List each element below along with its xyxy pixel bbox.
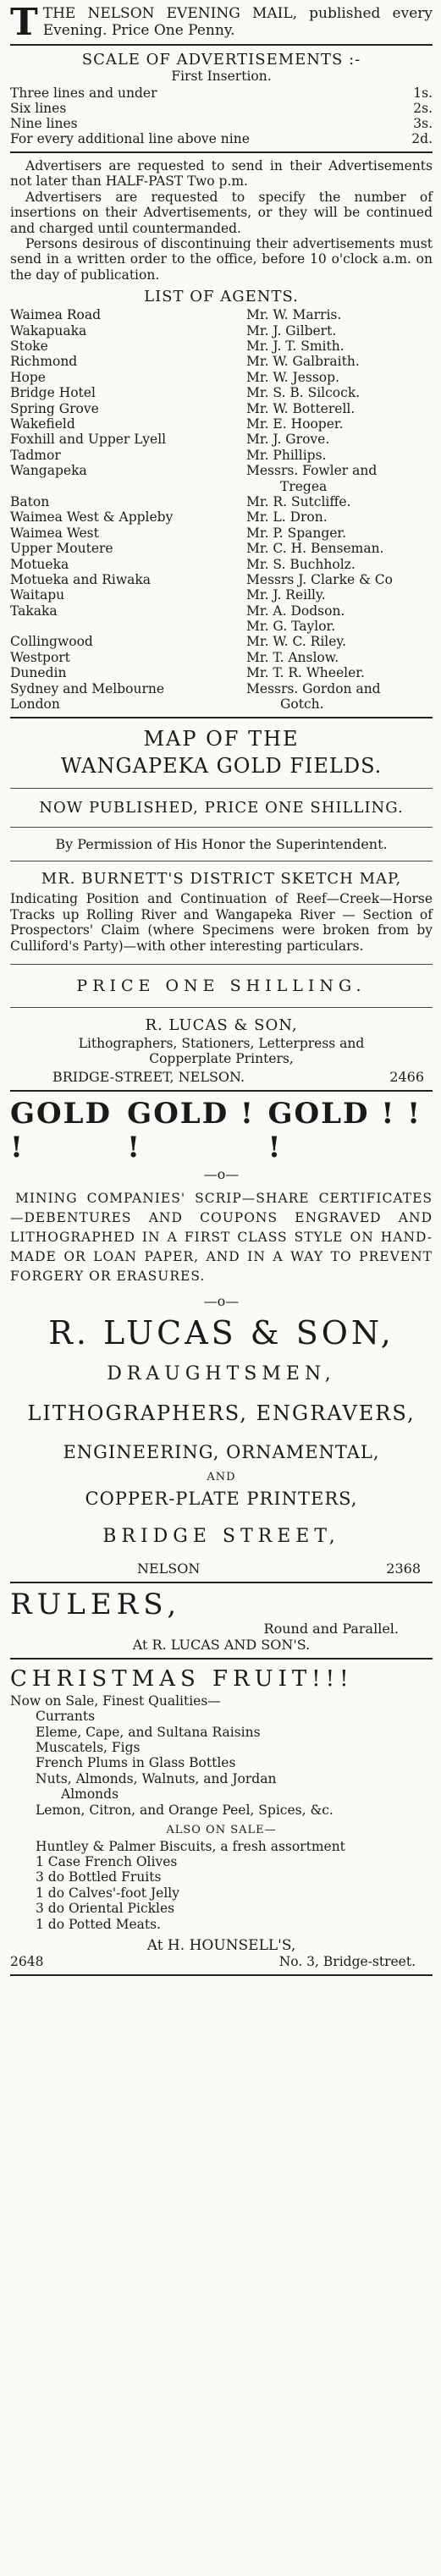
rates-subheading: First Insertion. — [171, 69, 272, 84]
masthead-notice: T THE NELSON EVENING MAIL, published every Evening. Price One Penny. — [10, 1, 433, 44]
separator: —o— — [203, 1292, 240, 1309]
notice-insertions: Advertisers are requested to specify the number of insertions on their Advertisements, or they will be continued and charged until countermanded. — [10, 189, 433, 236]
agent-row: Sydney and Melbourne Messrs. Gordon and — [10, 680, 381, 696]
agent-row: Waimea West & Appleby Mr. L. Dron. — [10, 509, 328, 526]
rulers-type: Round and Parallel. — [263, 1620, 399, 1637]
fruit-intro: Now on Sale, Finest Qualities— — [10, 1693, 221, 1709]
lucas-bridge-street: BRIDGE STREET, — [102, 1525, 340, 1547]
agent-row: Tregea — [280, 478, 328, 494]
agents-list — [10, 307, 433, 712]
list-item: 1 do Potted Meats. — [36, 1916, 161, 1932]
agent-row: Dunedin Mr. T. R. Wheeler. — [10, 665, 365, 681]
lucas-and: AND — [207, 1470, 236, 1483]
fruit-list — [10, 1693, 433, 1932]
map-title: MAP OF THE — [143, 727, 300, 751]
lucas-draughtsmen: DRAUGHTSMEN, — [107, 1362, 336, 1384]
ad-number: 2648 — [10, 1953, 44, 1969]
agents-heading: LIST OF AGENTS. — [144, 288, 299, 306]
list-item: 3 do Bottled Fruits — [36, 1869, 162, 1885]
sketch-map-description: Indicating Position and Continuation of Reef—Creek—Horse Tracks up Rolling River and Wangapeka River — Section of Prospectors' Claim (where Specimens were broken from by Culliford's Party)—with other interesting particulars. — [10, 891, 433, 954]
agent-row: Waimea Road Mr. W. Marris. — [10, 307, 342, 323]
agent-row: Upper Moutere Mr. C. H. Benseman. — [10, 541, 384, 557]
agent-row: Takaka Mr. A. Dodson. — [10, 603, 345, 619]
list-item: Currants — [36, 1709, 96, 1725]
list-item: 3 do Oriental Pickles — [36, 1901, 175, 1917]
list-item: Eleme, Cape, and Sultana Raisins — [36, 1724, 261, 1740]
notice-deadline: Advertisers are requested to send in their Advertisements not later than HALF-PAST Two p.m. — [10, 158, 433, 190]
agent-row: Richmond Mr. W. Galbraith. — [10, 354, 360, 370]
ad-number: 2466 — [389, 1068, 424, 1085]
gold-banner — [10, 1097, 433, 1164]
agent-row: Wangapeka Messrs. Fowler and — [10, 463, 378, 479]
divider — [10, 151, 433, 153]
divider — [10, 1007, 433, 1008]
agent-row: Spring Grove Mr. W. Botterell. — [10, 400, 356, 416]
fruit-title: CHRISTMAS FRUIT!!! — [10, 1665, 354, 1692]
agent-row: Tadmor Mr. Phillips. — [10, 447, 327, 463]
divider — [10, 1974, 433, 1976]
firm-address: BRIDGE-STREET, NELSON. — [52, 1068, 245, 1085]
gold-word-2: GOLD ! ! — [127, 1096, 255, 1164]
divider — [10, 1090, 433, 1092]
lucas-name: R. LUCAS & SON, — [48, 1313, 394, 1351]
gold-word-3: GOLD ! ! ! — [267, 1096, 422, 1164]
list-item: 1 do Calves'-foot Jelly — [36, 1885, 180, 1901]
divider — [10, 827, 433, 828]
agent-row: Baton Mr. R. Sutcliffe. — [10, 493, 351, 509]
fruit-vendor: At H. HOUNSELL'S, — [146, 1936, 296, 1954]
firm-address-row — [10, 1069, 433, 1085]
agent-row: Wakapuaka Mr. J. Gilbert. — [10, 322, 337, 339]
agent-row: Motueka Mr. S. Buchholz. — [10, 556, 356, 572]
lucas-copperplate: COPPER-PLATE PRINTERS, — [85, 1488, 358, 1509]
list-item: Almonds — [61, 1786, 119, 1803]
list-item: Nuts, Almonds, Walnuts, and Jordan — [36, 1770, 277, 1786]
notice-discontinue: Persons desirous of discontinuing their advertisements must send in a written order to the office, before 10 o'clock a.m. on the day of publication. — [10, 236, 433, 283]
list-item: French Plums in Glass Bottles — [36, 1755, 236, 1771]
also-heading: ALSO ON SALE— — [166, 1824, 277, 1837]
agent-row: Waimea West Mr. P. Spanger. — [10, 525, 347, 541]
gold-word-1: GOLD ! — [10, 1096, 113, 1164]
list-item: Muscatels, Figs — [36, 1740, 141, 1756]
map-permission: By Permission of His Honor the Superintendent. — [55, 836, 388, 853]
fruit-address: No. 3, Bridge-street. — [278, 1953, 416, 1969]
map-goldfields-title: WANGAPEKA GOLD FIELDS. — [60, 754, 383, 779]
agent-row: Collingwood Mr. W. C. Riley. — [10, 634, 347, 650]
agent-row: London Gotch. — [10, 696, 324, 713]
notices — [10, 158, 433, 283]
list-item: Lemon, Citron, and Orange Peel, Spices, &c. — [36, 1802, 334, 1818]
lucas-city: NELSON — [137, 1560, 201, 1577]
divider — [10, 788, 433, 789]
agent-row: Hope Mr. W. Jessop. — [10, 369, 339, 385]
agent-row: Wakefield Mr. E. Hooper. — [10, 416, 344, 432]
agent-row: Westport Mr. T. Anslow. — [10, 649, 339, 665]
separator: —o— — [203, 1165, 240, 1182]
agent-row: Stoke Mr. J. T. Smith. — [10, 339, 345, 355]
rulers-vendor: At R. LUCAS AND SON'S. — [132, 1636, 311, 1653]
divider — [10, 964, 433, 965]
ad-number: 2368 — [386, 1560, 421, 1577]
rate-row: Nine lines 3s. — [10, 116, 433, 131]
agent-row: Waitapu Mr. J. Reilly. — [10, 587, 326, 603]
agent-row: Foxhill and Upper Lyell Mr. J. Grove. — [10, 432, 330, 448]
fruit-address-row — [10, 1954, 433, 1969]
divider — [10, 44, 433, 46]
rate-row: For every additional line above nine 2d. — [10, 131, 433, 146]
divider — [10, 1582, 433, 1583]
rates-table — [10, 85, 433, 146]
map-published: NOW PUBLISHED, PRICE ONE SHILLING. — [39, 799, 404, 817]
rate-row: Three lines and under 1s. — [10, 85, 433, 101]
rates-heading: SCALE OF ADVERTISEMENTS :- — [81, 51, 361, 69]
divider — [10, 717, 433, 718]
list-item: Huntley & Palmer Biscuits, a fresh assortment — [36, 1838, 345, 1854]
lucas-lithographers: LITHOGRAPHERS, ENGRAVERS, — [27, 1401, 416, 1425]
divider — [10, 1658, 433, 1660]
firm-description: Lithographers, Stationers, Letterpress and Copperplate Printers, — [78, 1036, 365, 1067]
rate-row: Six lines 2s. — [10, 101, 433, 116]
map-price: PRICE ONE SHILLING. — [76, 977, 367, 996]
agent-row: Motueka and Riwaka Messrs J. Clarke & Co — [10, 571, 393, 587]
rulers-title: RULERS, — [10, 1587, 182, 1621]
agent-row: Mr. G. Taylor. — [246, 619, 336, 635]
list-item: 1 Case French Olives — [36, 1853, 178, 1869]
firm-name: R. LUCAS & SON, — [145, 1016, 298, 1035]
sketch-map-title: MR. BURNETT'S DISTRICT SKETCH MAP, — [41, 870, 402, 889]
lucas-engineering: ENGINEERING, ORNAMENTAL, — [63, 1441, 380, 1462]
agent-row: Bridge Hotel Mr. S. B. Silcock. — [10, 385, 361, 401]
gold-ad-body: MINING COMPANIES' SCRIP—SHARE CERTIFICATES—DEBENTURES AND COUPONS ENGRAVED AND LITHOGRAPHED IN A FIRST CLASS STYLE ON HAND-MADE OR LOAN PAPER, AND IN A WAY TO PREVENT FORGERY OR ERASURES. — [10, 1190, 433, 1284]
lucas-city-row — [10, 1560, 433, 1577]
